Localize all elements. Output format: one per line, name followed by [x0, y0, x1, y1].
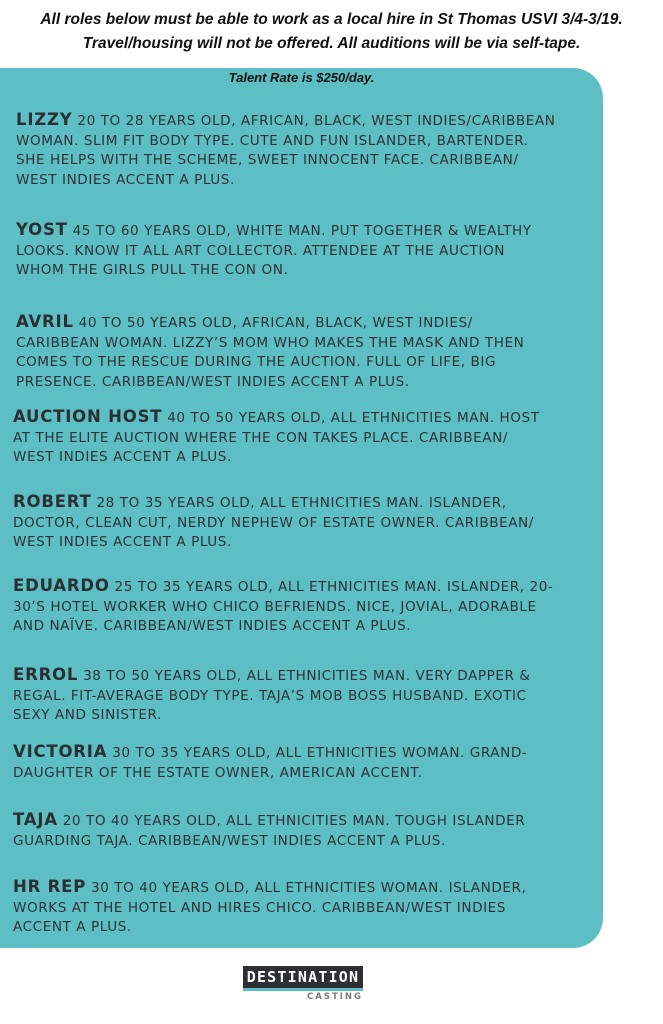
- role-desc-line: 28 TO 35 YEARS OLD, ALL ETHNICITIES MAN. ISLANDER,: [96, 495, 507, 511]
- role-desc-line: CARIBBEAN WOMAN. LIZZY’S MOM WHO MAKES THE MASK AND THEN: [16, 334, 525, 351]
- role-desc-line: SHE HELPS WITH THE SCHEME, SWEET INNOCENT FACE. CARIBBEAN/: [16, 152, 519, 168]
- role-name: EDUARDO: [13, 576, 110, 595]
- role-avril: [16, 312, 524, 392]
- role-eduardo: [13, 576, 553, 637]
- role-name: HR REP: [13, 877, 87, 896]
- role-desc-line: LOOKS. KNOW IT ALL ART COLLECTOR. ATTENDEE AT THE AUCTION: [16, 242, 505, 259]
- role-errol: [13, 665, 531, 726]
- role-auction-host: [13, 407, 540, 468]
- role-desc-line: 40 TO 50 YEARS OLD, AFRICAN, BLACK, WEST INDIES/: [78, 315, 473, 331]
- header-line-1: All roles below must be able to work as a local hire in St Thomas USVI 3/4-3/19.: [40, 11, 623, 28]
- role-name: ERROL: [13, 665, 79, 684]
- role-desc-line: WEST INDIES ACCENT A PLUS.: [16, 171, 235, 188]
- role-desc-line: WEST INDIES ACCENT A PLUS.: [13, 449, 232, 465]
- role-desc-line: AT THE ELITE AUCTION WHERE THE CON TAKES PLACE. CARIBBEAN/: [13, 429, 508, 446]
- logo-word-casting: CASTING: [307, 992, 363, 1002]
- role-name: ROBERT: [13, 492, 92, 511]
- role-victoria: [13, 742, 527, 783]
- role-desc-line: WHOM THE GIRLS PULL THE CON ON.: [16, 262, 289, 278]
- role-desc-line: COMES TO THE RESCUE DURING THE AUCTION. FULL OF LIFE, BIG: [16, 354, 497, 370]
- role-name: YOST: [16, 220, 68, 239]
- role-desc-line: WOMAN. SLIM FIT BODY TYPE. CUTE AND FUN ISLANDER, BARTENDER.: [16, 132, 529, 149]
- role-desc-line: 20 TO 28 YEARS OLD, AFRICAN, BLACK, WEST INDIES/CARIBBEAN: [77, 113, 556, 129]
- role-desc-line: GUARDING TAJA. CARIBBEAN/WEST INDIES ACCENT A PLUS.: [13, 832, 446, 849]
- talent-rate: Talent Rate is $250/day.: [228, 70, 375, 85]
- role-desc-line: 45 TO 60 YEARS OLD, WHITE MAN. PUT TOGETHER & WEALTHY: [72, 223, 532, 239]
- role-desc-line: REGAL. FIT-AVERAGE BODY TYPE. TAJA’S MOB BOSS HUSBAND. EXOTIC: [13, 687, 527, 704]
- role-yost: [16, 220, 532, 281]
- role-name: TAJA: [13, 810, 58, 829]
- role-desc-line: DAUGHTER OF THE ESTATE OWNER, AMERICAN ACCENT.: [13, 764, 423, 781]
- role-desc-line: WORKS AT THE HOTEL AND HIRES CHICO. CARIBBEAN/WEST INDIES: [13, 899, 506, 916]
- header-notice: [0, 8, 663, 56]
- destination-casting-logo: [243, 966, 367, 1006]
- role-desc-line: PRESENCE. CARIBBEAN/WEST INDIES ACCENT A PLUS.: [16, 373, 410, 390]
- role-desc-line: 40 TO 50 YEARS OLD, ALL ETHNICITIES MAN. HOST: [167, 410, 540, 426]
- role-name: VICTORIA: [13, 742, 108, 761]
- role-desc-line: 38 TO 50 YEARS OLD, ALL ETHNICITIES MAN. VERY DAPPER &: [83, 668, 531, 684]
- role-hr-rep: [13, 877, 526, 938]
- role-desc-line: 30’S HOTEL WORKER WHO CHICO BEFRIENDS. NICE, JOVIAL, ADORABLE: [13, 598, 537, 615]
- role-taja: [13, 810, 525, 851]
- role-desc-line: DOCTOR, CLEAN CUT, NERDY NEPHEW OF ESTATE OWNER. CARIBBEAN/: [13, 514, 534, 531]
- role-desc-line: WEST INDIES ACCENT A PLUS.: [13, 534, 232, 550]
- role-name: AUCTION HOST: [13, 407, 163, 426]
- role-desc-line: SEXY AND SINISTER.: [13, 707, 162, 723]
- role-desc-line: AND NAÏVE. CARIBBEAN/WEST INDIES ACCENT A PLUS.: [13, 618, 412, 634]
- role-desc-line: 25 TO 35 YEARS OLD, ALL ETHNICITIES MAN. ISLANDER, 20-: [114, 579, 554, 595]
- role-desc-line: 30 TO 40 YEARS OLD, ALL ETHNICITIES WOMAN. ISLANDER,: [91, 880, 527, 896]
- role-robert: [13, 492, 534, 553]
- role-desc-line: 20 TO 40 YEARS OLD, ALL ETHNICITIES MAN. TOUGH ISLANDER: [62, 813, 526, 829]
- header-line-2: Travel/housing will not be offered. All auditions will be via self-tape.: [82, 35, 581, 52]
- logo-word-destination: DESTINATION: [246, 968, 360, 986]
- role-name: LIZZY: [16, 110, 73, 129]
- role-name: AVRIL: [16, 312, 74, 331]
- role-desc-line: 30 TO 35 YEARS OLD, ALL ETHNICITIES WOMAN. GRAND-: [112, 745, 528, 761]
- role-desc-line: ACCENT A PLUS.: [13, 919, 132, 935]
- role-lizzy: [16, 110, 555, 190]
